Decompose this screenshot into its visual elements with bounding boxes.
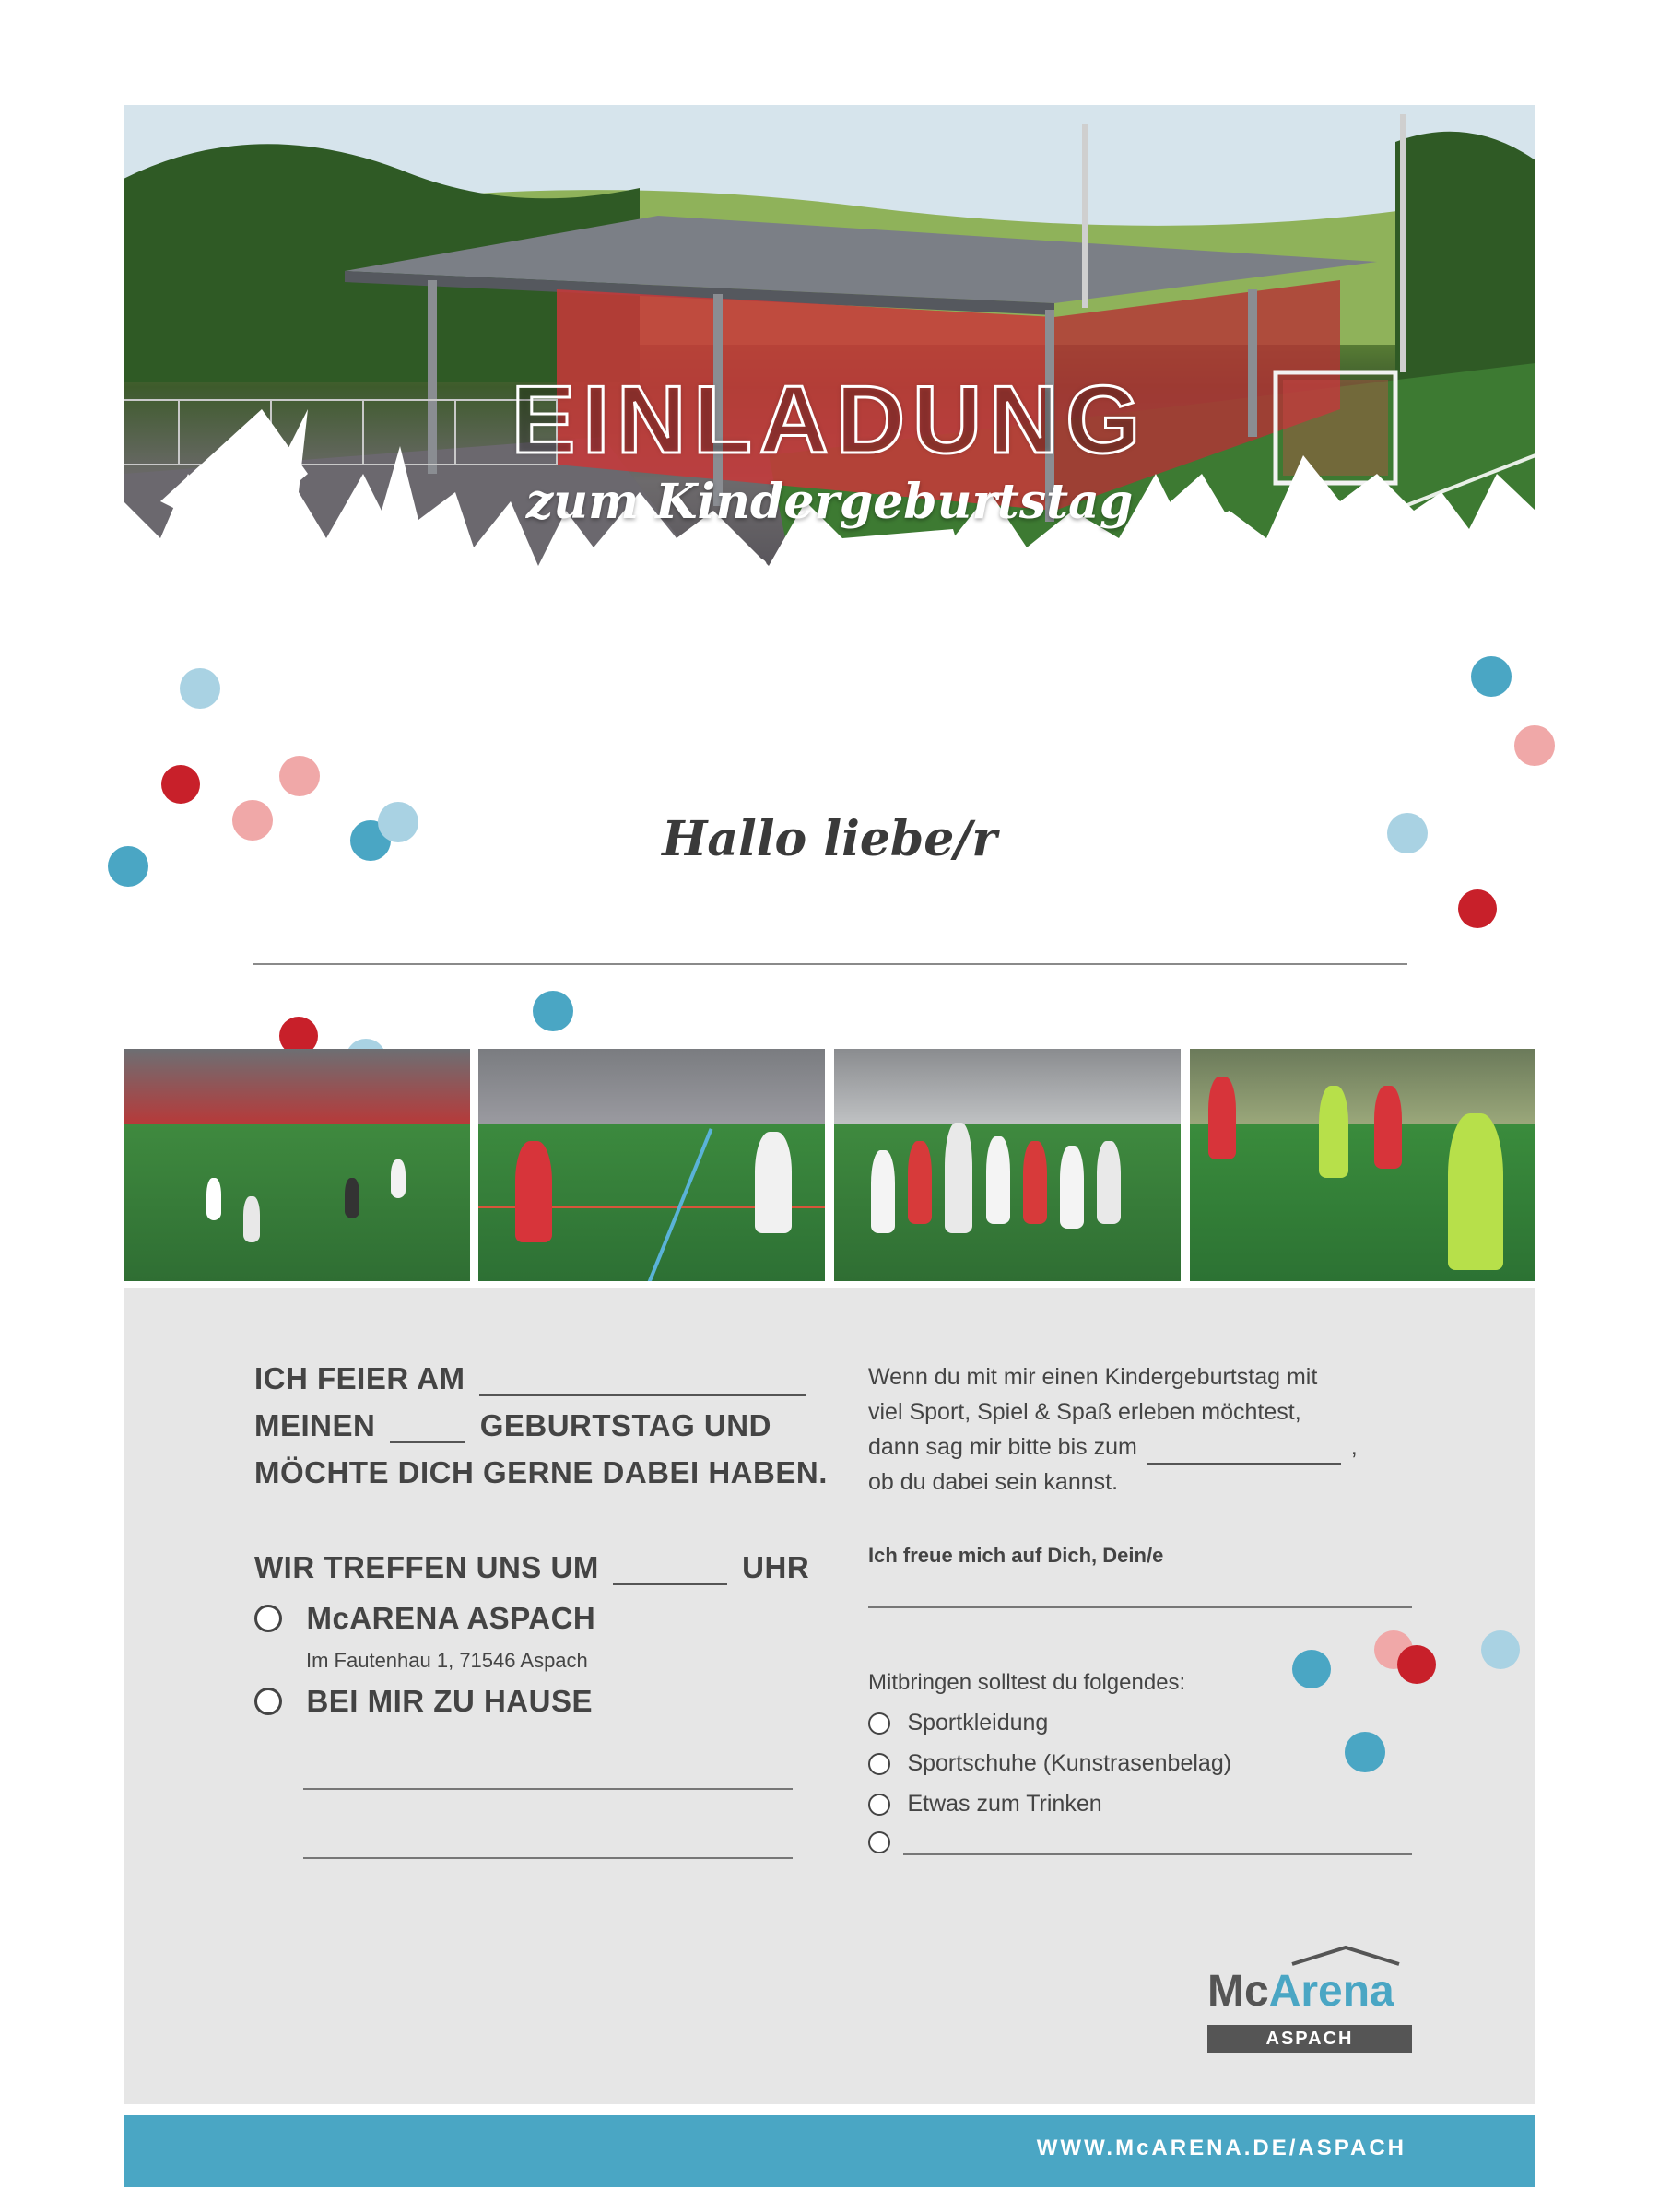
mcarena-logo (1207, 1944, 1412, 2054)
location-option-home[interactable] (254, 1684, 593, 1719)
intro-line: ob du dabei sein kannst. (868, 1469, 1119, 1495)
bring-item-label: Sportschuhe (Kunstrasenbelag) (907, 1750, 1232, 1776)
signature-fill-line[interactable] (868, 1606, 1412, 1608)
logo-arena: Arena (1268, 1967, 1394, 2016)
hero-photo-banner (124, 105, 1535, 732)
option-arena-label: McARENA ASPACH (306, 1601, 596, 1635)
website-link[interactable]: WWW.McARENA.DE/ASPACH (1036, 2136, 1406, 2160)
confetti-dot (533, 991, 573, 1031)
confetti-dot (1514, 725, 1555, 766)
bring-item[interactable] (868, 1710, 1048, 1736)
photo-group-jump (834, 1049, 1181, 1281)
radio-home[interactable] (254, 1688, 282, 1715)
invitation-title: EINLADUNG (511, 367, 1148, 474)
bring-item-label: Etwas zum Trinken (907, 1791, 1102, 1817)
logo-wordmark (1207, 1964, 1394, 2019)
meet-prefix: WIR TREFFEN UNS UM (254, 1550, 599, 1584)
date-fill-line[interactable] (479, 1367, 806, 1396)
reply-by-label: dann sag mir bitte bis zum (868, 1434, 1137, 1460)
checkbox-circle[interactable] (868, 1712, 890, 1735)
bring-item[interactable] (868, 1750, 1231, 1777)
greeting-text: Hallo liebe/r (662, 811, 997, 867)
intro-text (868, 1359, 1358, 1500)
intro-line (868, 1430, 1358, 1465)
birthday-suffix: GEBURTSTAG UND (479, 1408, 771, 1442)
confetti-dot (279, 756, 320, 796)
logo-mc: Mc (1207, 1967, 1269, 2016)
birthday-line (254, 1408, 771, 1443)
confetti-dot (1345, 1732, 1385, 1772)
birthday-prefix: MEINEN (254, 1408, 376, 1442)
footer-bar (124, 2115, 1535, 2187)
logo-location: ASPACH (1207, 2025, 1412, 2053)
radio-arena[interactable] (254, 1605, 282, 1632)
confetti-dot (1471, 656, 1512, 697)
confetti-dot (180, 668, 220, 709)
invitation-subtitle: zum Kindergeburtstag (525, 474, 1134, 530)
intro-line: viel Sport, Spiel & Spaß erleben möchtest, (868, 1399, 1301, 1425)
checkbox-circle[interactable] (868, 1794, 890, 1816)
address-fill-line-2[interactable] (303, 1857, 793, 1859)
confetti-dot (1481, 1630, 1520, 1669)
confetti-dot (1458, 889, 1497, 928)
checkbox-circle[interactable] (868, 1753, 890, 1775)
info-panel (124, 1288, 1535, 2104)
bring-item-custom[interactable] (868, 1831, 890, 1853)
date-line-label: ICH FEIER AM (254, 1361, 465, 1395)
confetti-dot (1292, 1650, 1331, 1688)
bring-item[interactable] (868, 1791, 1102, 1818)
custom-item-fill-line[interactable] (903, 1853, 1412, 1855)
intro-comma: , (1350, 1434, 1358, 1460)
invite-line: MÖCHTE DICH GERNE DABEI HABEN. (254, 1455, 828, 1489)
bring-title: Mitbringen solltest du folgendes: (868, 1670, 1186, 1695)
checkbox-circle[interactable] (868, 1831, 890, 1853)
confetti-dot (161, 765, 200, 804)
meet-suffix: UHR (742, 1550, 810, 1584)
time-fill-line[interactable] (613, 1556, 727, 1585)
age-fill-line[interactable] (390, 1414, 465, 1443)
reply-date-fill-line[interactable] (1147, 1441, 1341, 1465)
location-option-arena[interactable] (254, 1601, 595, 1636)
bring-item-label: Sportkleidung (907, 1710, 1049, 1735)
meet-time-line (254, 1550, 809, 1585)
date-line (254, 1361, 806, 1396)
arena-address: Im Fautenhau 1, 71546 Aspach (306, 1649, 588, 1672)
option-home-label: BEI MIR ZU HAUSE (306, 1684, 593, 1718)
name-fill-line[interactable] (253, 963, 1407, 965)
photo-hall-players (124, 1049, 470, 1281)
signoff-text: Ich freue mich auf Dich, Dein/e (868, 1544, 1164, 1567)
photo-match-play (1190, 1049, 1535, 1281)
intro-line: Wenn du mit mir einen Kindergeburtstag mit (868, 1364, 1318, 1390)
confetti-dot (1397, 1645, 1436, 1684)
photo-kids-playing (478, 1049, 825, 1281)
address-fill-line-1[interactable] (303, 1788, 793, 1790)
